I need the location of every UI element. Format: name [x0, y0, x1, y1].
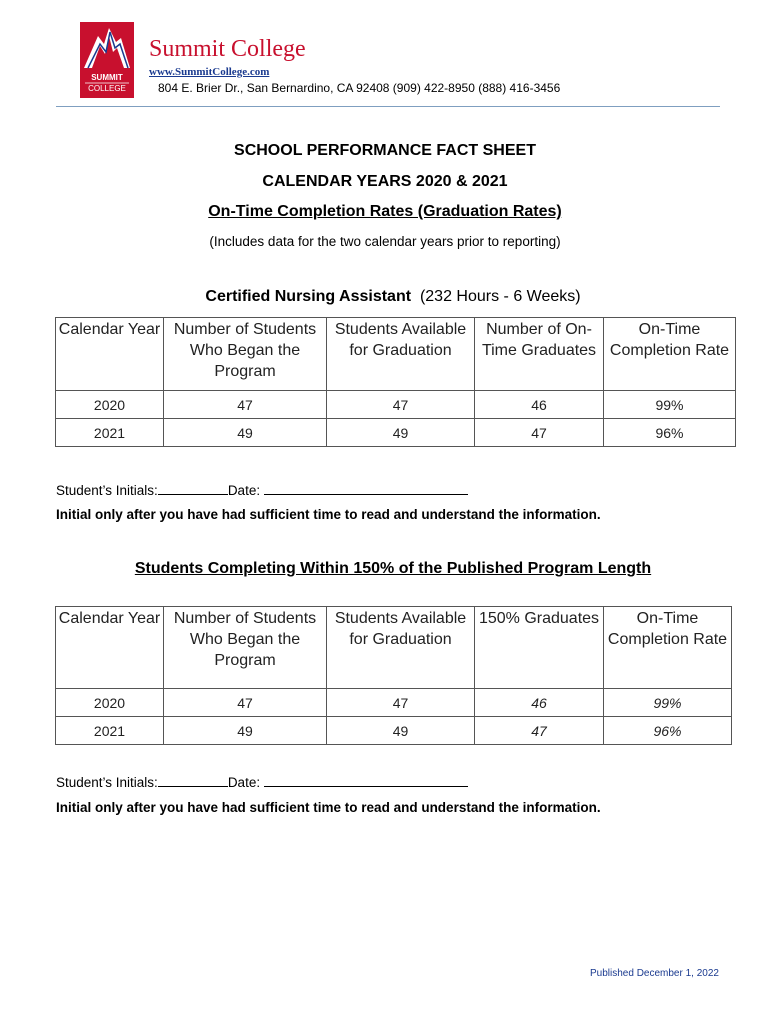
initials-field[interactable]: [158, 773, 228, 787]
table-row: [56, 689, 732, 717]
table-cell: 49: [327, 419, 475, 447]
initials-label: Student’s Initials:: [56, 483, 158, 498]
table-header-row: [56, 607, 732, 689]
table-header-row: [56, 318, 736, 391]
table-cell: 96%: [604, 419, 736, 447]
col-header-students-began: Number of Students Who Began the Program: [164, 607, 327, 689]
table-cell: 99%: [604, 391, 736, 419]
initials-line: [56, 481, 468, 498]
logo-text-summit: SUMMIT: [91, 73, 123, 82]
page-title: SCHOOL PERFORMANCE FACT SHEET: [234, 142, 536, 159]
program-name: Certified Nursing Assistant: [205, 288, 412, 305]
table-cell: 47: [164, 391, 327, 419]
date-label: Date:: [227, 775, 261, 790]
table-row: [56, 419, 736, 447]
program-details: (232 Hours - 6 Weeks): [419, 288, 581, 305]
date-label: Date:: [227, 483, 261, 498]
col-header-students-available: Students Available for Graduation: [327, 607, 475, 689]
col-header-completion-rate: On-Time Completion Rate: [604, 318, 736, 391]
table-cell: 49: [164, 419, 327, 447]
initials-line: [56, 773, 468, 790]
section-150-percent-title: Students Completing Within 150% of the Published Program Length: [134, 560, 652, 577]
table-cell: 49: [164, 717, 327, 745]
table-cell: 46: [475, 391, 604, 419]
logo-text-college: COLLEGE: [88, 84, 126, 93]
table-cell: 46: [475, 689, 604, 717]
col-header-calendar-year: Calendar Year: [56, 607, 164, 689]
college-website-link[interactable]: www.SummitCollege.com: [149, 66, 270, 78]
col-header-students-began: Number of Students Who Began the Program: [164, 318, 327, 391]
table-row: [56, 391, 736, 419]
table-cell: 47: [327, 391, 475, 419]
table-row: [56, 717, 732, 745]
table-cell: 2021: [56, 419, 164, 447]
completion-rates-title: On-Time Completion Rates (Graduation Rates): [208, 203, 562, 220]
calendar-years-title: CALENDAR YEARS 2020 & 2021: [262, 173, 508, 190]
col-header-calendar-year: Calendar Year: [56, 318, 164, 391]
table-cell: 47: [475, 717, 604, 745]
on-time-completion-table: [55, 317, 736, 447]
col-header-students-available: Students Available for Graduation: [327, 318, 475, 391]
table-cell: 96%: [604, 717, 732, 745]
table-cell: 2020: [56, 391, 164, 419]
college-name: Summit College: [149, 36, 306, 62]
published-date: Published December 1, 2022: [590, 968, 719, 979]
150-percent-completion-table: [55, 606, 732, 745]
date-field[interactable]: [264, 481, 468, 495]
col-header-on-time-graduates: Number of On-Time Graduates: [475, 318, 604, 391]
table-cell: 47: [164, 689, 327, 717]
table-cell: 99%: [604, 689, 732, 717]
initials-label: Student’s Initials:: [56, 775, 158, 790]
table-cell: 47: [475, 419, 604, 447]
table-cell: 2020: [56, 689, 164, 717]
col-header-completion-rate: On-Time Completion Rate: [604, 607, 732, 689]
initials-notice: Initial only after you have had sufficient time to read and understand the information.: [56, 800, 601, 815]
table-cell: 49: [327, 717, 475, 745]
table-cell: 2021: [56, 717, 164, 745]
col-header-150-graduates: 150% Graduates: [475, 607, 604, 689]
initials-field[interactable]: [158, 481, 228, 495]
subtitle: (Includes data for the two calendar years prior to reporting): [209, 234, 561, 249]
date-field[interactable]: [264, 773, 468, 787]
college-address: 804 E. Brier Dr., San Bernardino, CA 92408 (909) 422-8950 (888) 416-3456: [158, 81, 561, 95]
summit-college-logo: [80, 22, 134, 98]
initials-notice: Initial only after you have had sufficient time to read and understand the information.: [56, 507, 601, 522]
table-cell: 47: [327, 689, 475, 717]
header-divider: [56, 106, 720, 107]
program-title: [0, 288, 770, 306]
